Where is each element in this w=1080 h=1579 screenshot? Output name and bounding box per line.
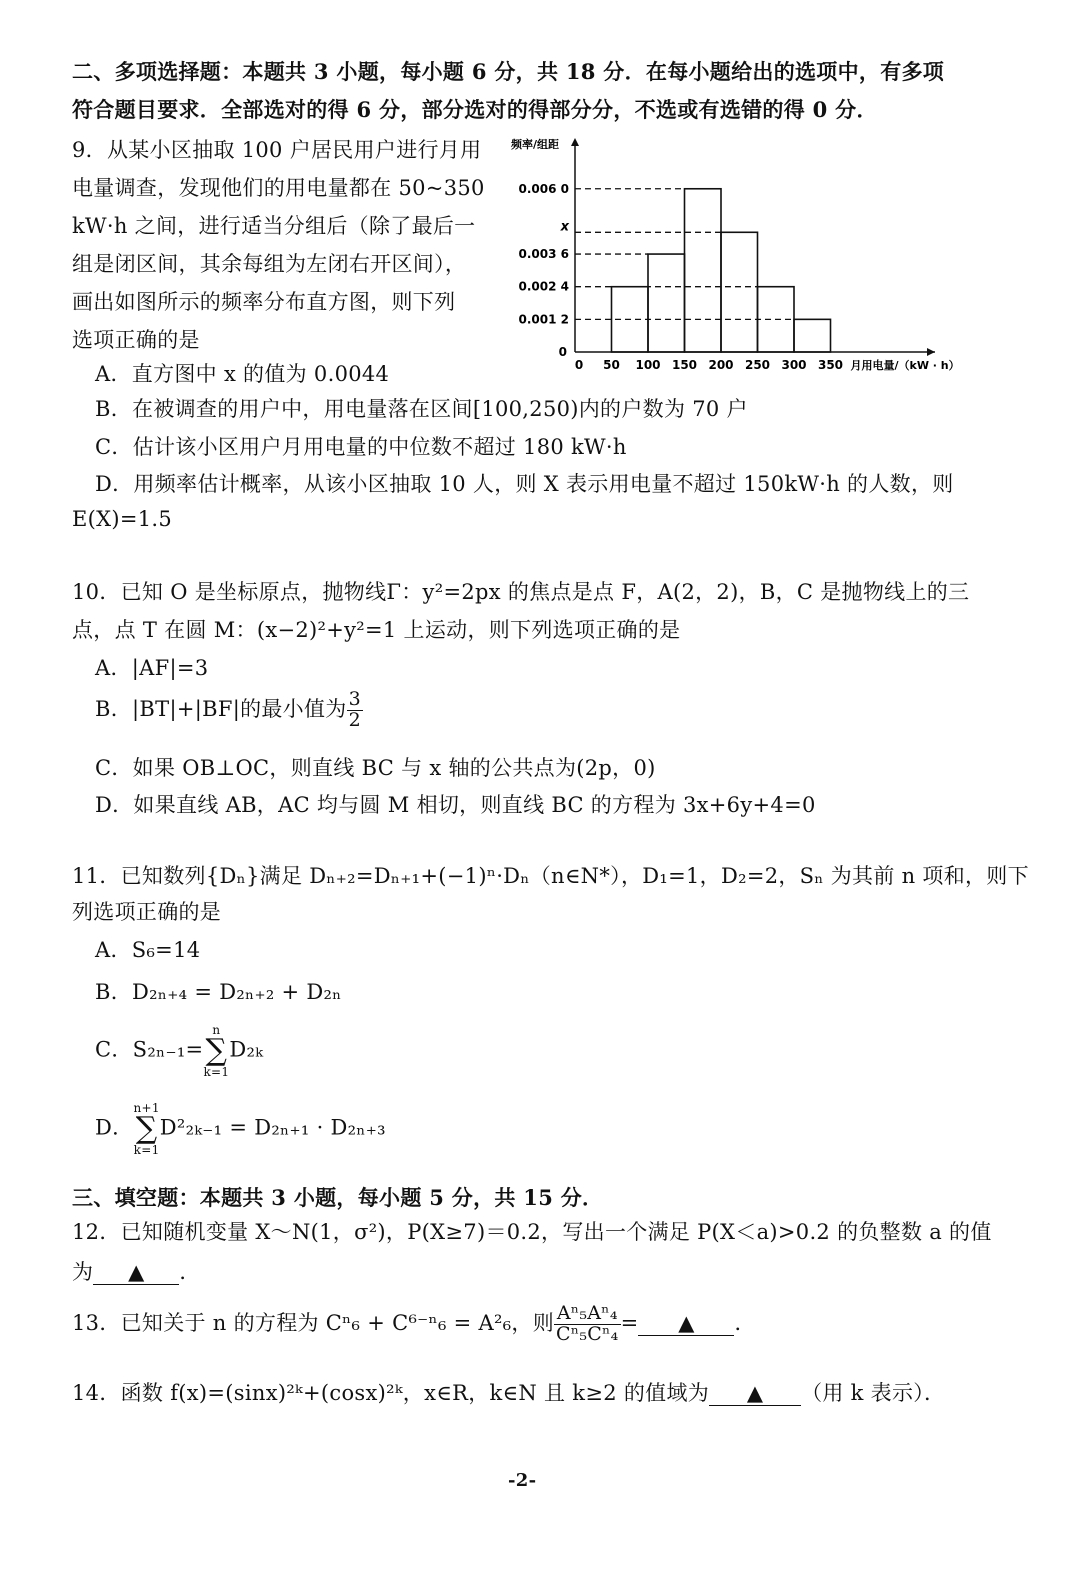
q14-answer-blank[interactable]: ▲ [709,1381,801,1406]
q11-option-c-term: D₂ₖ [229,1037,264,1062]
histogram-bar [685,189,722,352]
x-tick-label: 350 [817,358,844,372]
q13-text: 13．已知关于 n 的方程为 Cⁿ₆ + C⁶⁻ⁿ₆ = A²₆，则 [72,1310,555,1335]
frequency-histogram [505,130,985,380]
q10-option-b [95,690,363,731]
x-tick-label: 150 [671,358,698,372]
q11-option-d-label: D． [95,1115,134,1140]
y-tick-label: 0.006 0 [518,181,569,196]
x-tick-label: 250 [744,358,771,372]
q11-option-c-text: C．S₂ₙ₋₁= [95,1037,204,1062]
q9-option-d-cont: E(X)=1.5 [72,507,173,531]
y-axis-title: 频率/组距 [511,138,560,151]
q13-stem [72,1304,756,1345]
q12-prefix: 为 [72,1260,94,1284]
q11-option-a: A．S₆=14 [95,938,201,962]
q9-option-c: C．估计该小区用户月用电量的中位数不超过 180 kW·h [95,435,627,459]
q9-stem-line: 组是闭区间，其余每组为左闭右开区间）， [72,252,467,276]
q10-option-d: D．如果直线 AB，AC 均与圆 M 相切，则直线 BC 的方程为 3x+6y+4=0 [95,793,816,817]
page-number: -2- [508,1470,537,1491]
q14-stem [72,1377,945,1407]
q10-stem: 10．已知 O 是坐标原点，抛物线Γ：y²=2px 的焦点是点 F，A(2，2)，B，C 是抛物线上的三 [72,580,970,604]
x-tick-label: 0 [574,358,584,372]
section-2-heading-cont: 符合题目要求．全部选对的得 6 分，部分选对的得部分分，不选或有选错的得 0 分． [72,97,878,122]
q13-equals: = [620,1310,639,1335]
q11-option-d [95,1102,386,1156]
q9-stem-line: 9．从某小区抽取 100 户居民用户进行月用 [72,138,482,162]
y-tick-label: x [560,219,569,235]
q12-suffix: ． [179,1260,201,1284]
q14-suffix: （用 k 表示）． [801,1381,946,1405]
q14-text: 14．函数 f(x)=(sinx)²ᵏ+(cosx)²ᵏ，x∈R，k∈N 且 k≥2 的值域为 [72,1381,710,1405]
q11-stem-cont: 列选项正确的是 [72,900,222,924]
q9-stem-line: 选项正确的是 [72,328,200,352]
q10-stem-cont: 点，点 T 在圆 M：(x−2)²+y²=1 上运动，则下列选项正确的是 [72,618,681,642]
y-axis-arrow [571,138,579,146]
x-tick-label: 50 [603,358,620,372]
q11-option-c-sum: n ∑ k=1 [203,1023,230,1079]
x-axis-arrow [927,348,935,356]
q11-option-d-sum: n+1 ∑ k=1 [133,1101,160,1157]
q10-option-c: C．如果 OB⊥OC，则直线 BC 与 x 轴的公共点为(2p，0) [95,756,656,780]
q13-fraction: $\frac{\text{Aⁿ₅Aⁿ₄}}{\text{Cⁿ₅Cⁿ₄}}$ [556,1302,619,1345]
y-tick-label: 0.002 4 [518,279,569,294]
q9-stem-line: 电量调查，发现他们的用电量都在 50~350 [72,176,485,200]
histogram-bar [721,232,758,352]
q10-option-b-text: B．|BT|+|BF|的最小值为 [95,696,347,721]
x-axis-title: 月用电量/（kW · h） [850,359,960,372]
q13-suffix: ． [734,1310,756,1335]
x-tick-label: 300 [781,358,807,372]
y-tick-label: 0.001 2 [518,312,569,327]
q12-answer-blank[interactable]: ▲ [93,1260,179,1285]
q13-answer-blank[interactable]: ▲ [638,1311,734,1336]
q9-stem-line: kW·h 之间，进行适当分组后（除了最后一 [72,214,476,238]
q11-option-b: B．D₂ₙ₊₄ = D₂ₙ₊₂ + D₂ₙ [95,980,342,1004]
q9-option-b: B．在被调查的用户中，用电量落在区间[100,250)内的户数为 70 户 [95,397,748,421]
q10-option-b-fraction: $\frac{3}{2}$ [348,688,361,731]
q11-option-d-term: D²₂ₖ₋₁ = D₂ₙ₊₁ · D₂ₙ₊₃ [159,1115,386,1140]
histogram-bar [794,319,831,352]
histogram-bar [648,254,685,352]
x-tick-label: 100 [635,358,661,372]
q9-option-a: A．直方图中 x 的值为 0.0044 [95,362,390,386]
q11-stem: 11．已知数列{Dₙ}满足 Dₙ₊₂=Dₙ₊₁+(−1)ⁿ·Dₙ（n∈N*），D₁=1，D₂=2，Sₙ 为其前 n 项和，则下 [72,864,1029,888]
q9-stem-line: 画出如图所示的频率分布直方图，则下列 [72,290,456,314]
section-3-heading: 三、填空题：本题共 3 小题，每小题 5 分，共 15 分． [72,1185,604,1210]
y-tick-label: 0.003 6 [518,247,569,262]
q12-stem: 12．已知随机变量 X～N(1，σ²)，P(X≥7)＝0.2，写出一个满足 P(X＜a)>0.2 的负整数 a 的值 [72,1220,992,1244]
section-2-heading: 二、多项选择题：本题共 3 小题，每小题 6 分，共 18 分．在每小题给出的选项中，有多项 [72,59,945,84]
q12-stem-cont [72,1256,201,1286]
origin-label: 0 [558,345,567,359]
q11-option-c [95,1024,263,1078]
x-tick-label: 200 [708,358,734,372]
q9-option-d: D．用频率估计概率，从该小区抽取 10 人，则 X 表示用电量不超过 150kW·h 的人数，则 [95,472,954,496]
q10-option-a: A．|AF|=3 [95,656,209,680]
